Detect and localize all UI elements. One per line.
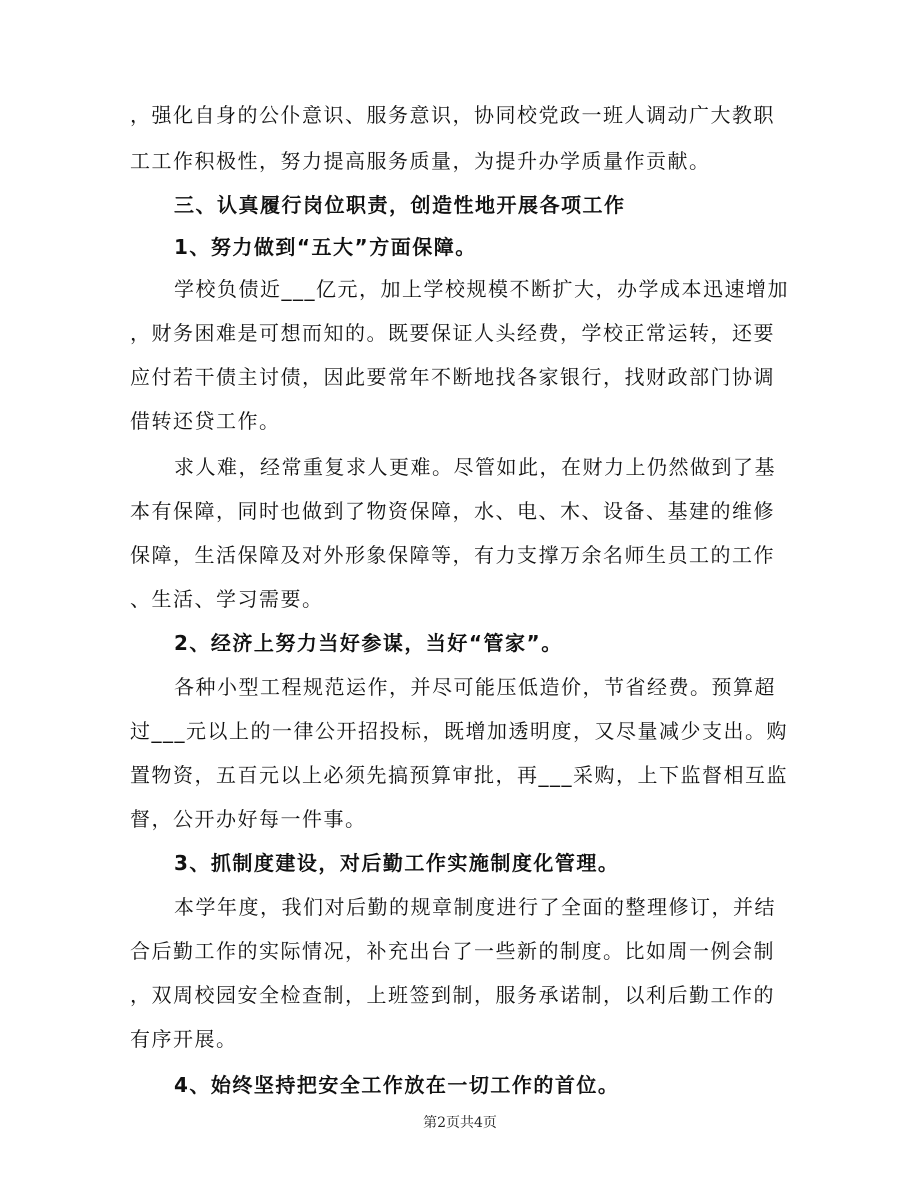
paragraph-line: 保障，生活保障及对外形象保障等，有力支撑万余名师生员工的工作 xyxy=(130,543,775,567)
paragraph-line: ，强化自身的公仆意识、服务意识，协同校党政一班人调动广大教职 xyxy=(130,103,775,127)
section-heading: 三、认真履行岗位职责，创造性地开展各项工作 xyxy=(174,193,626,217)
paragraph-line: 工工作积极性，努力提高服务质量，为提升办学质量作贡献。 xyxy=(130,149,711,173)
paragraph-line: 督，公开办好每一件事。 xyxy=(130,807,367,831)
paragraph-line: 各种小型工程规范运作，并尽可能压低造价，节省经费。预算超 xyxy=(174,675,776,699)
subsection-heading: 3、抓制度建设，对后勤工作实施制度化管理。 xyxy=(174,851,620,875)
paragraph-line: ，财务困难是可想而知的。既要保证人头经费，学校正常运转，还要 xyxy=(130,321,775,345)
paragraph-line: 、生活、学习需要。 xyxy=(130,587,324,611)
paragraph-line: 学校负债近___亿元，加上学校规模不断扩大，办学成本迅速增加 xyxy=(174,277,789,301)
subsection-heading: 2、经济上努力当好参谋，当好“管家”。 xyxy=(174,631,563,655)
paragraph-line: 应付若干债主讨债，因此要常年不断地找各家银行，找财政部门协调 xyxy=(130,365,775,389)
subsection-heading: 4、始终坚持把安全工作放在一切工作的首位。 xyxy=(174,1073,620,1097)
paragraph-line: 借转还贷工作。 xyxy=(130,409,281,433)
paragraph-line: 置物资，五百元以上必须先搞预算审批，再___采购，上下监督相互监 xyxy=(130,763,788,787)
paragraph-line: 过___元以上的一律公开招投标，既增加透明度，又尽量减少支出。购 xyxy=(130,719,788,743)
paragraph-line: 有序开展。 xyxy=(130,1027,238,1051)
paragraph-line: 求人难，经常重复求人更难。尽管如此，在财力上仍然做到了基 xyxy=(174,455,776,479)
subsection-heading: 1、努力做到“五大”方面保障。 xyxy=(174,235,477,259)
paragraph-line: 本学年度，我们对后勤的规章制度进行了全面的整理修订，并结 xyxy=(174,895,776,919)
page-number-footer: 第2页共4页 xyxy=(423,1115,497,1131)
paragraph-line: 合后勤工作的实际情况，补充出台了一些新的制度。比如周一例会制 xyxy=(130,939,775,963)
paragraph-line: ，双周校园安全检查制，上班签到制，服务承诺制，以利后勤工作的 xyxy=(130,983,775,1007)
paragraph-line: 本有保障，同时也做到了物资保障，水、电、木、设备、基建的维修 xyxy=(130,499,775,523)
